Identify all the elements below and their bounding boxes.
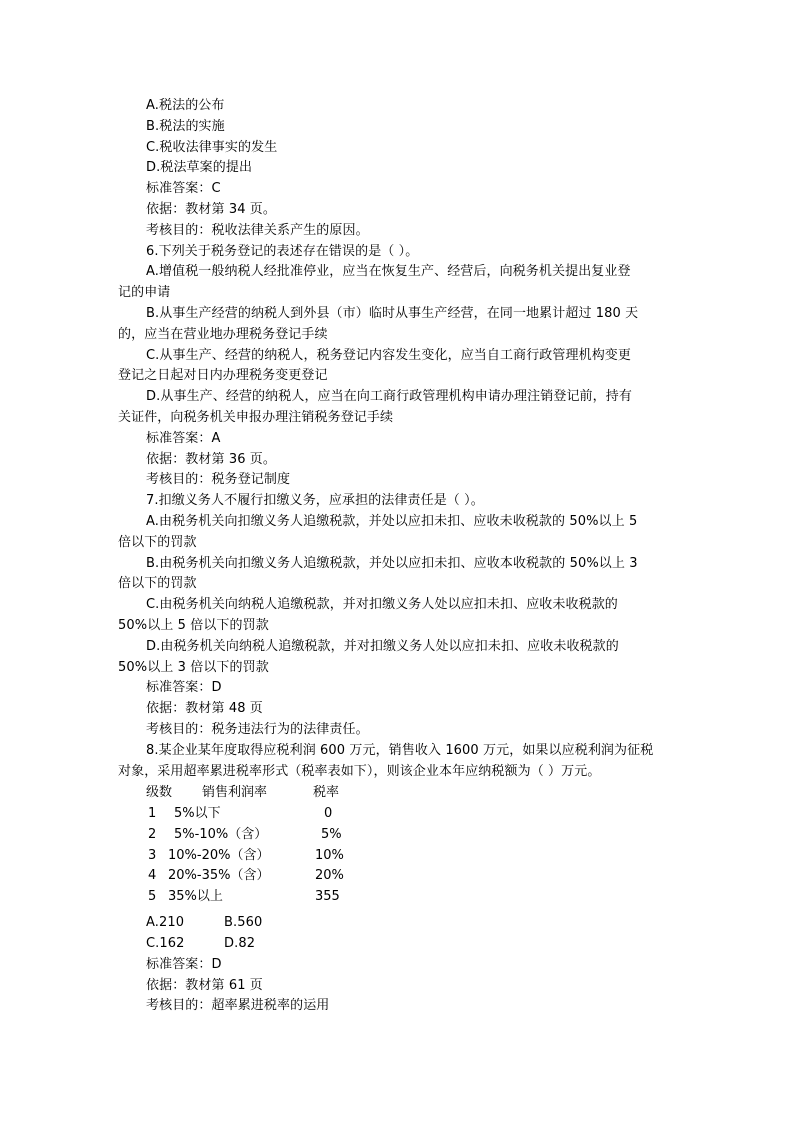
table-row bbox=[118, 825, 678, 846]
q8-answer: 标准答案：D bbox=[146, 956, 222, 972]
q6-stem: 6.下列关于税务登记的表述存在错误的是（ ）。 bbox=[146, 243, 419, 259]
document-body bbox=[118, 96, 678, 1017]
q5-option-c: C.税收法律事实的发生 bbox=[146, 139, 278, 155]
q6-option-d-line1: D.从事生产、经营的纳税人，应当在向工商行政管理机构申请办理注销登记前，持有 bbox=[146, 389, 632, 405]
table-cell-level: 2 bbox=[148, 826, 157, 842]
q7-option-d-line2: 50%以上 3 倍以下的罚款 bbox=[118, 659, 269, 675]
q8-purpose: 考核目的：超率累进税率的运用 bbox=[146, 998, 330, 1014]
q8-option-a: A.210 bbox=[146, 915, 185, 931]
table-row bbox=[118, 866, 678, 887]
table-row bbox=[118, 887, 678, 908]
q7-option-b-line1: B.由税务机关向扣缴义务人追缴税款，并处以应扣未扣、应收本收税款的 50%以上 3 bbox=[146, 555, 638, 571]
q5-option-a: A.税法的公布 bbox=[146, 98, 225, 113]
q8-options bbox=[118, 913, 678, 955]
q7-option-c-line2: 50%以上 5 倍以下的罚款 bbox=[118, 617, 269, 633]
q6-basis: 依据：教材第 36 页。 bbox=[146, 451, 277, 467]
q7-purpose: 考核目的：税务违法行为的法律责任。 bbox=[146, 721, 369, 737]
q5-option-b: B.税法的实施 bbox=[146, 118, 225, 134]
q8-option-b: B.560 bbox=[224, 915, 263, 931]
q7-stem: 7.扣缴义务人不履行扣缴义务，应承担的法律责任是（ ）。 bbox=[146, 493, 484, 509]
table-cell-tax-rate: 10% bbox=[315, 847, 344, 863]
q8-stem-line2: 对象，采用超率累进税率形式（税率表如下），则该企业本年应纳税额为（ ）万元。 bbox=[118, 763, 601, 779]
q7-option-d-line1: D.由税务机关向纳税人追缴税款，并对扣缴义务人处以应扣未扣、应收未收税款的 bbox=[146, 638, 619, 654]
table-cell-tax-rate: 20% bbox=[315, 868, 344, 884]
table-cell-profit-rate: 5%以下 bbox=[174, 806, 221, 822]
q6-option-d-line2: 关证件，向税务机关申报办理注销税务登记手续 bbox=[118, 409, 394, 425]
tax-rate-table bbox=[118, 783, 678, 905]
q6-option-c-line1: C.从事生产、经营的纳税人，税务登记内容发生变化，应当自工商行政管理机构变更 bbox=[146, 347, 632, 363]
table-cell-profit-rate: 10%-20%（含） bbox=[168, 847, 270, 863]
table-cell-tax-rate: 5% bbox=[321, 826, 342, 842]
q8-options-row-1 bbox=[118, 913, 678, 934]
header-profit-rate: 销售利润率 bbox=[202, 785, 268, 801]
q5-basis: 依据：教材第 34 页。 bbox=[146, 201, 277, 217]
q7-option-c-line1: C.由税务机关向纳税人追缴税款，并对扣缴义务人处以应扣未扣、应收未收税款的 bbox=[146, 597, 618, 613]
table-cell-tax-rate: 355 bbox=[315, 889, 340, 905]
table-cell-level: 1 bbox=[148, 806, 157, 822]
q7-option-a-line2: 倍以下的罚款 bbox=[118, 534, 197, 550]
q8-basis: 依据：教材第 61 页 bbox=[146, 977, 263, 993]
q5-answer: 标准答案：C bbox=[146, 181, 221, 197]
q7-answer: 标准答案：D bbox=[146, 680, 222, 696]
q6-option-b-line1: B.从事生产经营的纳税人到外县（市）临时从事生产经营，在同一地累计超过 180 天 bbox=[146, 305, 639, 321]
table-row bbox=[118, 804, 678, 825]
table-cell-profit-rate: 20%-35%（含） bbox=[168, 868, 270, 884]
table-cell-level: 3 bbox=[148, 847, 157, 863]
q6-option-a-line1: A.增值税一般纳税人经批准停业，应当在恢复生产、经营后，向税务机关提出复业登 bbox=[146, 264, 631, 280]
q7-option-b-line2: 倍以下的罚款 bbox=[118, 576, 197, 592]
table-cell-level: 5 bbox=[148, 889, 157, 905]
q8-option-c: C.162 bbox=[146, 936, 185, 952]
q8-options-row-2 bbox=[118, 934, 678, 955]
table-cell-tax-rate: 0 bbox=[324, 806, 333, 822]
table-row bbox=[118, 846, 678, 867]
q8-stem-line1: 8.某企业某年度取得应税利润 600 万元，销售收入 1600 万元，如果以应税利润为征税 bbox=[146, 742, 654, 758]
q8-option-d: D.82 bbox=[224, 936, 256, 952]
header-tax-rate: 税率 bbox=[313, 785, 340, 801]
q7-option-a-line1: A.由税务机关向扣缴义务人追缴税款，并处以应扣未扣、应收未收税款的 50%以上 5 bbox=[146, 513, 638, 529]
q6-option-b-line2: 的，应当在营业地办理税务登记手续 bbox=[118, 326, 328, 342]
q7-basis: 依据：教材第 48 页 bbox=[146, 701, 263, 717]
table-cell-level: 4 bbox=[148, 868, 157, 884]
header-level: 级数 bbox=[146, 785, 173, 801]
q6-option-c-line2: 登记之日起对日内办理税务变更登记 bbox=[118, 368, 328, 384]
q6-option-a-line2: 记的申请 bbox=[118, 285, 171, 301]
q6-answer: 标准答案：A bbox=[146, 430, 221, 446]
q5-option-d: D.税法草案的提出 bbox=[146, 160, 253, 176]
table-cell-profit-rate: 35%以上 bbox=[168, 889, 223, 905]
tax-rate-table-header bbox=[118, 783, 678, 804]
table-cell-profit-rate: 5%-10%（含） bbox=[174, 826, 268, 842]
q5-purpose: 考核目的：税收法律关系产生的原因。 bbox=[146, 222, 369, 238]
q6-purpose: 考核目的：税务登记制度 bbox=[146, 472, 291, 488]
